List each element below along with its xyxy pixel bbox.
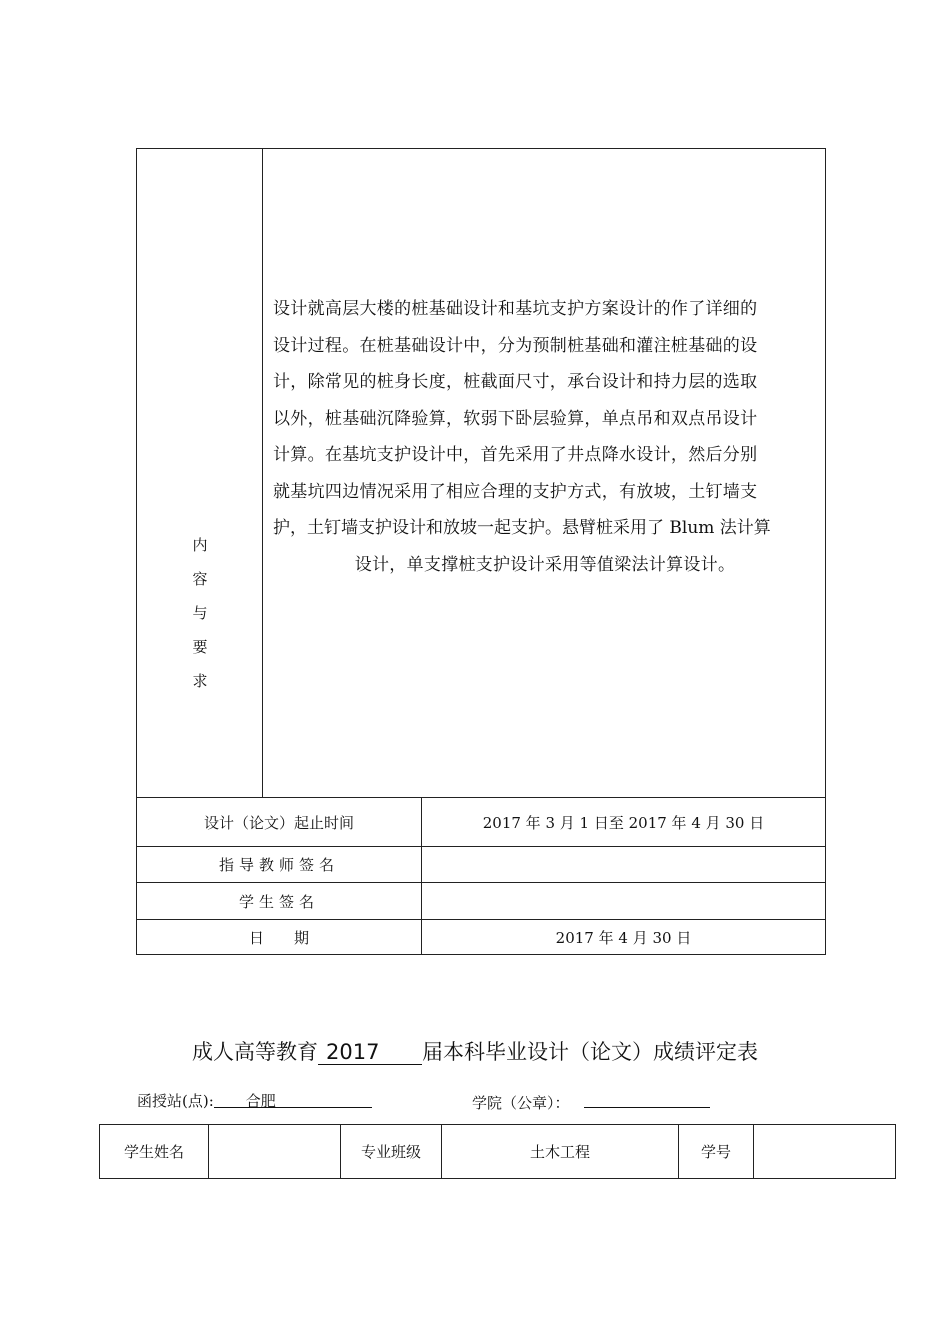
side-divider [262,149,263,797]
side-label-char: 容 [192,570,208,588]
period-value: 2017 年 3 月 1 日至 2017 年 4 月 30 日 [482,813,765,832]
title-suffix: 届本科毕业设计（论文）成绩评定表 [422,1040,758,1064]
class-value: 土木工程 [529,1143,590,1161]
content-requirements-label [137,534,263,692]
supervisor-signature-label: 指导教师签名 [218,856,339,874]
class-label: 专业班级 [360,1143,421,1161]
content-line: 计算。在基坑支护设计中，首先采用了井点降水设计，然后分别 [273,445,758,465]
student-id-field[interactable] [754,1125,895,1178]
period-label: 设计（论文）起止时间 [203,813,354,832]
content-line: 设计过程。在桩基础设计中，分为预制桩基础和灌注桩基础的设 [273,335,758,356]
station-value: 合肥 [245,1092,276,1110]
content-line: 护，土钉墙支护设计和放坡一起支护。悬臂桩采用了 Blum 法计算 [273,518,771,538]
requirements-table [136,148,826,955]
student-signature-field[interactable] [422,883,825,919]
content-line: 设计，单支撑桩支护设计采用等值梁法计算设计。 [354,554,736,575]
college-stamp-field[interactable] [584,1090,710,1108]
content-line: 以外，桩基础沉降验算，软弱下卧层验算，单点吊和双点吊设计 [273,408,758,429]
side-label-char: 求 [192,672,208,690]
side-label-char: 与 [192,604,208,622]
content-line: 就基坑四边情况采用了相应合理的支护方式，有放坡，土钉墙支 [273,481,758,502]
student-info-table [99,1124,896,1179]
station-label: 函授站(点): [137,1092,214,1110]
student-id-label: 学号 [700,1143,731,1161]
content-line: 设计就高层大楼的桩基础设计和基坑支护方案设计的作了详细的 [273,299,758,319]
title-prefix: 成人高等教育 [192,1040,318,1064]
college-label: 学院（公章）： [472,1094,570,1112]
student-signature-label: 学生签名 [238,892,319,911]
side-label-char: 内 [192,536,208,554]
content-text [273,291,817,583]
date-value: 2017 年 4 月 30 日 [555,928,692,947]
station-row [137,1090,372,1111]
supervisor-signature-field[interactable] [422,847,825,882]
student-name-field[interactable] [209,1125,340,1178]
evaluation-title [0,1036,950,1066]
side-label-char: 要 [192,638,208,656]
date-label: 日 期 [248,928,309,947]
content-line: 计，除常见的桩身长度，桩截面尺寸，承台设计和持力层的选取 [273,372,758,392]
station-field[interactable] [214,1090,372,1108]
college-row [472,1090,710,1113]
title-year: 2017 [318,1040,422,1065]
student-name-label: 学生姓名 [123,1143,184,1161]
